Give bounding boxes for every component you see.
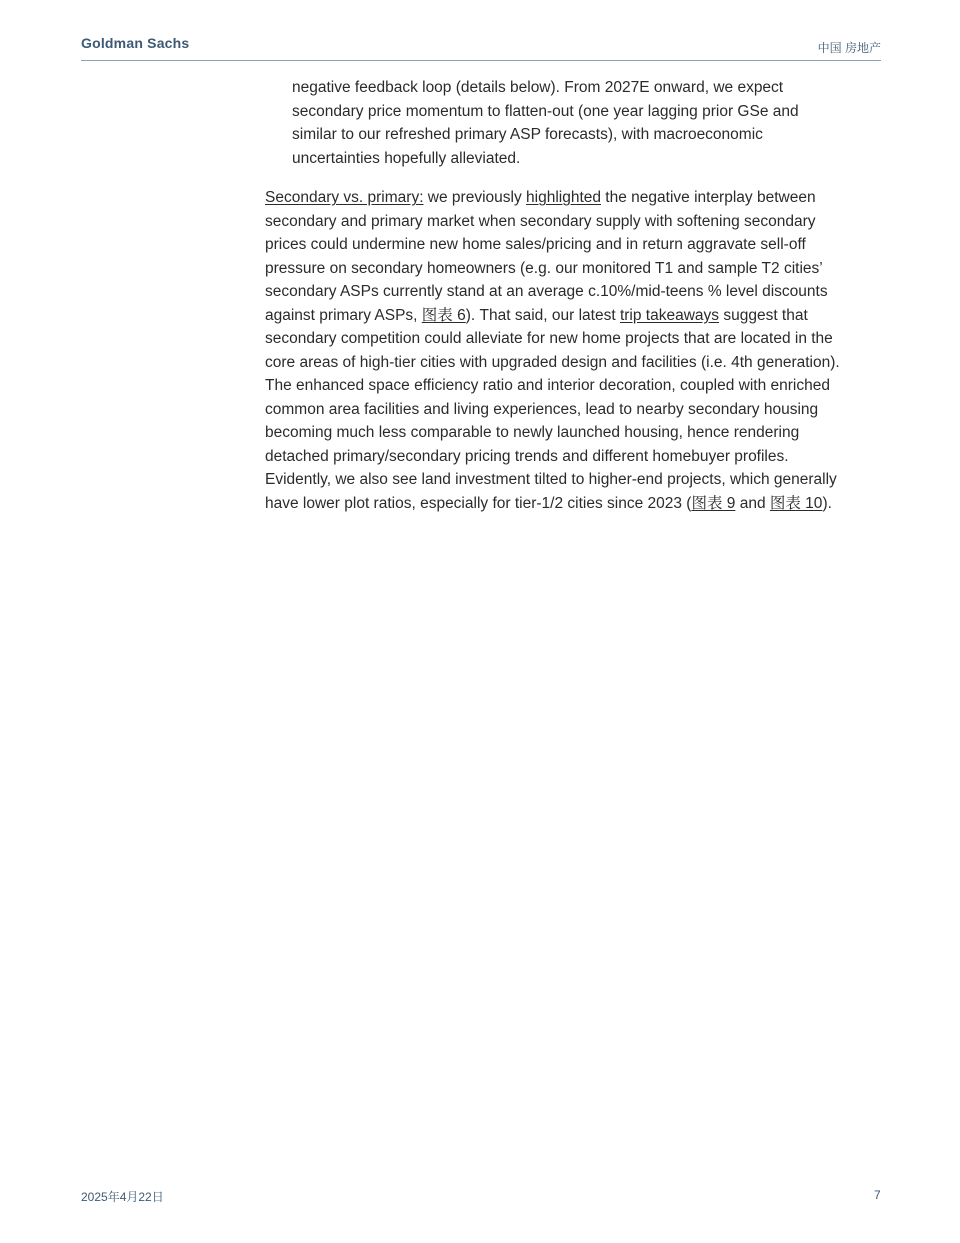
body-paragraph (265, 186, 890, 515)
text-line: core areas of high-tier cities with upgraded design and facilities (i.e. 4th generation). (265, 353, 840, 371)
text-run: the negative interplay between (601, 189, 816, 206)
text-line: secondary price momentum to flatten-out (one year lagging prior GSe and (292, 102, 799, 120)
figure-10-link[interactable]: 图表 10 (769, 494, 823, 512)
text-line: becoming much less comparable to newly launched housing, hence rendering (265, 424, 800, 441)
text-line (265, 304, 890, 328)
text-line: secondary and primary market when secondary supply with softening secondary (265, 212, 816, 230)
text-line: similar to our refreshed primary ASP forecasts), with macroeconomic (292, 126, 763, 143)
text-line: prices could undermine new home sales/pricing and in return aggravate sell-off (265, 236, 806, 253)
brand-name: Goldman Sachs (81, 35, 190, 51)
text-run: against primary ASPs, (265, 306, 422, 324)
page-number: 7 (874, 1188, 881, 1202)
text-line: uncertainties hopefully alleviated. (292, 149, 521, 167)
figure-9-link[interactable]: 图表 9 (691, 494, 736, 512)
text-line (265, 492, 890, 516)
trip-takeaways-link[interactable]: trip takeaways (619, 306, 720, 324)
text-line: negative feedback loop (details below). From 2027E onward, we expect (292, 79, 784, 96)
text-run: we previously (423, 189, 527, 206)
text-run: have lower plot ratios, especially for tier-1/2 cities since 2023 ( (265, 494, 692, 512)
text-run: ). (822, 494, 832, 512)
text-run: suggest that (719, 306, 808, 324)
text-line (265, 186, 890, 210)
highlighted-link[interactable]: highlighted (526, 189, 601, 206)
text-line: detached primary/secondary pricing trends and different homebuyer profiles. (265, 447, 789, 465)
text-run: ). That said, our latest (465, 306, 620, 324)
section-label: 中国 房地产 (817, 41, 881, 55)
text-run: and (735, 494, 770, 512)
text-line: pressure on secondary homeowners (e.g. our monitored T1 and sample T2 cities’ (265, 259, 823, 277)
text-line: secondary competition could alleviate for new home projects that are located in the (265, 330, 833, 347)
text-line: The enhanced space efficiency ratio and interior decoration, coupled with enriched (265, 377, 830, 394)
figure-6-link[interactable]: 图表 6 (421, 306, 466, 324)
text-line: secondary ASPs currently stand at an average c.10%/mid-teens % level discounts (265, 283, 828, 300)
text-line: Evidently, we also see land investment tilted to higher-end projects, which generally (265, 471, 837, 488)
paragraph-lead: Secondary vs. primary: (265, 189, 424, 206)
page-header (81, 30, 881, 61)
text-line: common area facilities and living experiences, lead to nearby secondary housing (265, 400, 819, 418)
indented-paragraph (292, 76, 862, 170)
footer-date: 2025年4月22日 (81, 1190, 164, 1204)
